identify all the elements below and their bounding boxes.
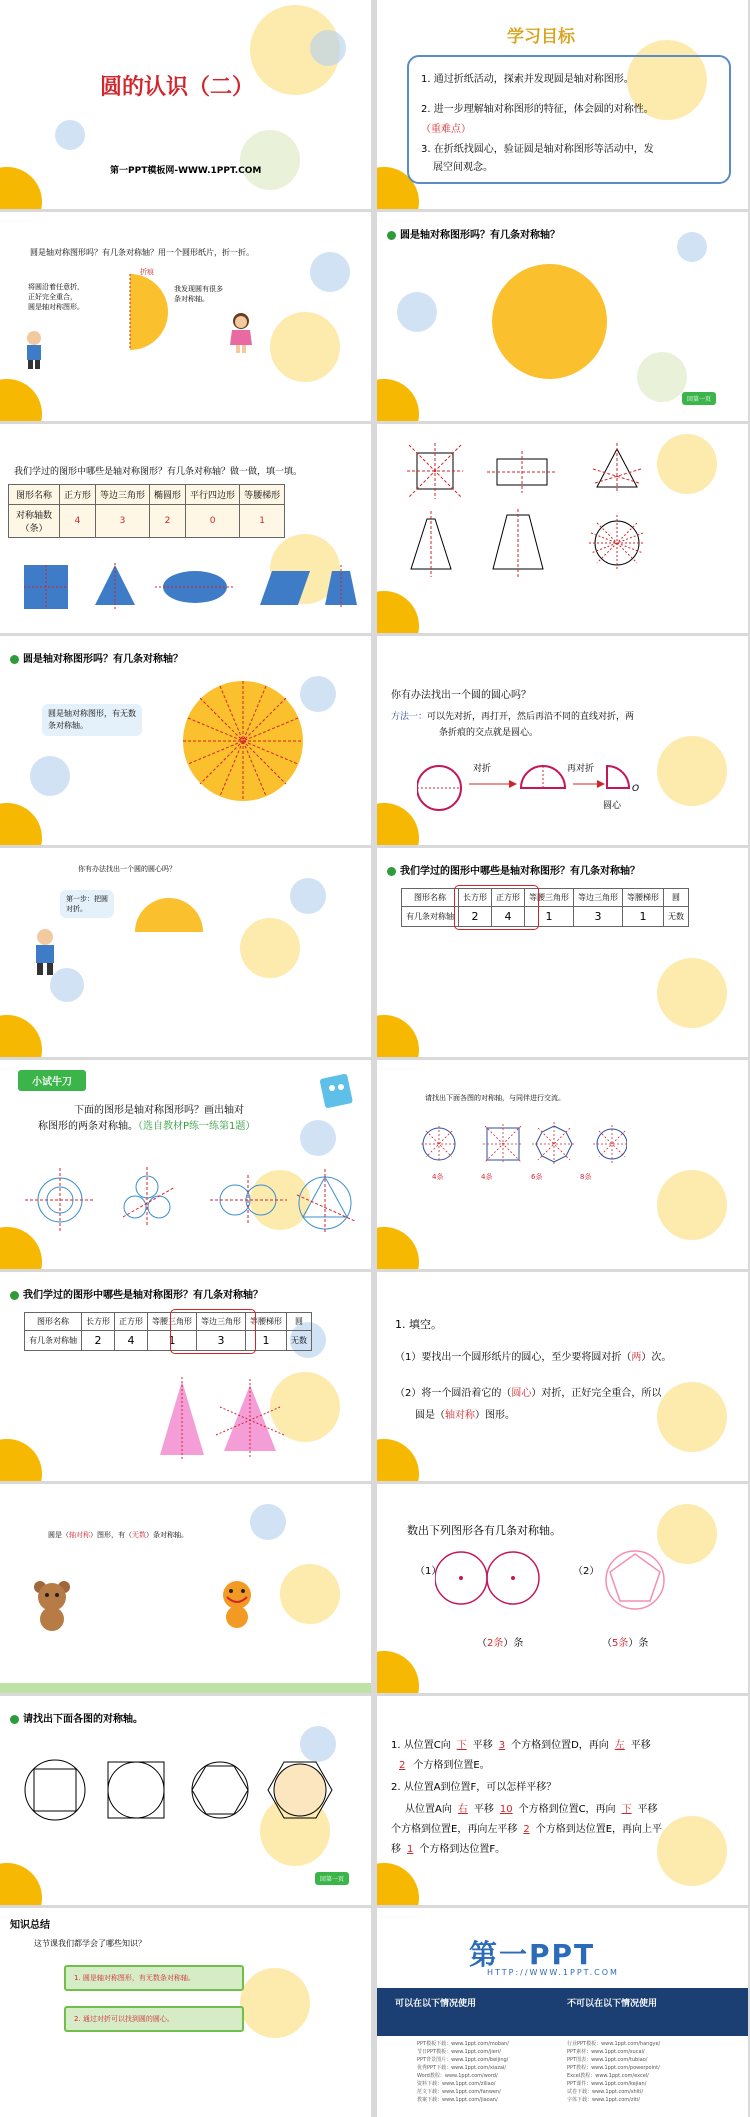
slide-1-title	[0, 0, 371, 209]
bullet-icon	[387, 867, 396, 876]
o-label: O	[632, 784, 640, 794]
bullet-icon	[10, 655, 19, 664]
find-heading: 请找出下面各图的对称轴。	[10, 1710, 143, 1725]
bullet-icon	[10, 1291, 19, 1300]
axis-table-2: 图形名称 长方形 正方形 等腰三角形 等边三角形 等腰梯形 圆 有几条对称轴 2 4 1 3 1 无数	[401, 888, 689, 927]
slide-10-table	[377, 848, 748, 1057]
axes-note: 圆是轴对称图形，有无数 条对称轴。	[42, 704, 142, 736]
slide-2-goals	[377, 0, 748, 209]
slide-9-step	[0, 848, 371, 1057]
tiger-icon	[215, 1577, 260, 1632]
slide-4-circle	[377, 212, 748, 421]
find-figures	[20, 1756, 340, 1826]
highlight-box	[454, 885, 539, 930]
slide-19-knowledge	[0, 1908, 371, 2117]
slide-11-practice	[0, 1060, 371, 1269]
step-note: 第一步：把圆 对折。	[60, 890, 114, 918]
goals-heading: 学习目标	[507, 27, 575, 47]
half-circle-icon	[135, 896, 205, 936]
fill-q2: （2）将一个圆沿着它的（圆心）对折，正好完全重合，所以	[395, 1388, 662, 1399]
fold2-label: 再对折	[567, 764, 595, 774]
goal-3b: 展空间观念。	[433, 162, 493, 173]
goal-1: 1. 通过折纸活动，探索并发现圆是轴对称图形。	[421, 74, 634, 85]
cannot-use-label: 不可以在以下情况使用	[567, 1999, 658, 2009]
slide-3-fold	[0, 212, 371, 421]
logo-url: HTTP://WWW.1PPT.COM	[487, 1968, 619, 1977]
girl-icon	[228, 312, 254, 354]
step-question: 你有办法找出一个圆的圆心吗？	[78, 865, 176, 873]
book-mascot-icon	[316, 1070, 356, 1110]
practice-badge: 小试牛刀	[18, 1070, 86, 1091]
practice-text: 下面的图形是轴对称图形吗？画出轴对 称图形的两条对称轴。（选自教材P练一练第1题）	[38, 1105, 256, 1132]
bullet-icon	[387, 231, 396, 240]
summary-line: 圆是（轴对称）图形，有（无数）条对称轴。	[48, 1531, 188, 1539]
circle-heading: 圆是轴对称图形吗？有几条对称轴？	[387, 226, 560, 241]
trans-p4: 个方格到位置E，再向左平移 2 个方格到达位置E，再向上平	[391, 1824, 663, 1835]
site-caption: 第一PPT模板网-WWW.1PPT.COM	[110, 166, 262, 176]
fill-q1: （1）要找出一个圆形纸片的圆心，至少要将圆对折（两）次。	[395, 1352, 672, 1363]
answer-line-1: （2条）条	[477, 1638, 524, 1649]
knowledge-question: 这节课我们都学会了哪些知识？	[34, 1939, 146, 1948]
stars-question: 请找出下面各图的对称轴，与同伴进行交流。	[425, 1094, 565, 1102]
pink-triangles	[150, 1377, 300, 1462]
slide-13-triangles	[0, 1272, 371, 1481]
slide-7-axes	[0, 636, 371, 845]
label-1: （1）	[415, 1566, 442, 1577]
back-first-button[interactable]: 回第一页	[682, 392, 716, 405]
left-note: 将圆沿着任意折， 正好完全重合， 圆是轴对称图形。	[28, 283, 84, 311]
method-text: 方法一：可以先对折，再打开，然后再沿不同的直线对折，两 条折痕的交点就是圆心。	[391, 712, 635, 738]
count-question: 数出下列图形各有几条对称轴。	[407, 1524, 561, 1537]
slide-6-shapes	[377, 424, 748, 633]
answer-line-2: （5条）条	[602, 1638, 649, 1649]
boy-icon	[22, 330, 46, 370]
method-question: 你有办法找出一个圆的圆心吗？	[391, 690, 531, 701]
answer-2: 4条	[481, 1173, 493, 1181]
axis-table: 图形名称 正方形 等边三角形 椭圆形 平行四边形 等腰梯形 对称轴数（条） 4 3 2 0 1	[8, 484, 285, 538]
count-figures	[435, 1546, 675, 1612]
trans-p1b: 2 个方格到位置E。	[399, 1760, 490, 1771]
slide-12-stars	[377, 1060, 748, 1269]
goal-2: 2. 进一步理解轴对称图形的特征，体会圆的对称性。	[421, 104, 654, 115]
answer-3: 6条	[531, 1173, 543, 1181]
table-intro: 我们学过的图形中哪些是轴对称图形？有几条对称轴？做一做，填一填。	[14, 467, 303, 477]
trans-p1: 1. 从位置C向 下 平移 3 个方格到位置D，再向 左 平移	[391, 1740, 651, 1751]
trans-p5: 移 1 个方格到达位置F。	[391, 1844, 506, 1855]
bear-icon	[30, 1579, 75, 1634]
trans-p2: 2. 从位置A到位置F，可以怎样平移？	[391, 1782, 557, 1793]
goal-3: 3. 在折纸找圆心，验证圆是轴对称图形等活动中，发	[421, 144, 654, 155]
yellow-circle	[492, 264, 607, 379]
boy-icon	[30, 928, 60, 978]
slide-18-translate	[377, 1696, 748, 1905]
slide-5-table	[0, 424, 371, 633]
symmetry-shapes	[407, 439, 727, 619]
knowledge-item-1: 1. 圆是轴对称图形，有无数条对称轴。	[64, 1965, 244, 1991]
crease-label: 折痕	[140, 268, 154, 276]
knowledge-item-2: 2. 通过对折可以找到圆的圆心。	[64, 2006, 244, 2032]
slide-15-summary	[0, 1484, 371, 1693]
slide-8-method	[377, 636, 748, 845]
axis-table-3: 图形名称 长方形 正方形 等腰三角形 等边三角形 等腰梯形 圆 有几条对称轴 2 4 1 3 1 无数	[24, 1312, 312, 1351]
half-circle-icon	[125, 274, 175, 354]
table2-heading: 我们学过的图形中哪些是轴对称图形？有几条对称轴？	[387, 862, 640, 877]
circle-with-axes	[178, 676, 308, 806]
slide-17-find	[0, 1696, 371, 1905]
axes-heading: 圆是轴对称图形吗？有几条对称轴？	[10, 650, 183, 665]
bullet-icon	[10, 1715, 19, 1724]
practice-figures	[15, 1165, 360, 1235]
slide-14-fill	[377, 1272, 748, 1481]
answer-1: 4条	[432, 1173, 444, 1181]
slide-20-ad	[377, 1908, 748, 2117]
links-col-2: 行业PPT模板：www.1ppt.com/hangye/ PPT素材：www.1ppt.com/sucai/ PPT图表：www.1ppt.com/tubiao/ PPT教程：www.1ppt.com/powerpoint/ Excel教程：www.1ppt.com/excel/ PPT课件：www.1ppt.com/kejian/ 试卷下载：www.1ppt.com/shiti/ 字体下载：www.1ppt.com/ziti/	[567, 2041, 661, 2103]
fold1-label: 对折	[473, 764, 492, 774]
knowledge-title: 知识总结	[10, 1920, 50, 1931]
highlight-box	[170, 1309, 256, 1354]
table3-heading: 我们学过的图形中哪些是轴对称图形？有几条对称轴？	[10, 1286, 263, 1301]
label-2: （2）	[573, 1566, 600, 1577]
fill-title: 1. 填空。	[395, 1318, 442, 1331]
center-label: 圆心	[603, 801, 622, 811]
answer-4: 8条	[580, 1173, 592, 1181]
trans-p3: 从位置A向 右 平移 10 个方格到位置C，再向 下 平移	[405, 1804, 658, 1815]
fill-q2b: 圆是（轴对称）图形。	[415, 1410, 515, 1421]
goal-2-note: （重难点）	[421, 124, 471, 135]
can-use-label: 可以在以下情况使用	[395, 1999, 477, 2009]
links-col-1: PPT模板下载：www.1ppt.com/moban/ 节日PPT模板：www.1ppt.com/jieri/ PPT背景图片：www.1ppt.com/beijing/ 优秀PPT下载：www.1ppt.com/xiazai/ Word教程：www.1ppt.com/word/ 资料下载：www.1ppt.com/ziliao/ 范文下载：www.1ppt.com/fanwen/ 教案下载：www.1ppt.com/jiaoan/	[417, 2041, 509, 2103]
back-first-button[interactable]: 回第一页	[315, 1872, 349, 1885]
fold-question: 圆是轴对称图形吗？有几条对称轴？用一个圆形纸片，折一折。	[30, 248, 254, 257]
shapes-row	[10, 559, 360, 619]
right-note: 我发现圆有很多 条对称轴。	[174, 285, 223, 303]
axis-figures	[417, 1120, 627, 1168]
slide-16-count	[377, 1484, 748, 1693]
slide-title: 圆的认识（二）	[100, 75, 255, 100]
logo-text: 第一PPT	[469, 1938, 596, 1971]
